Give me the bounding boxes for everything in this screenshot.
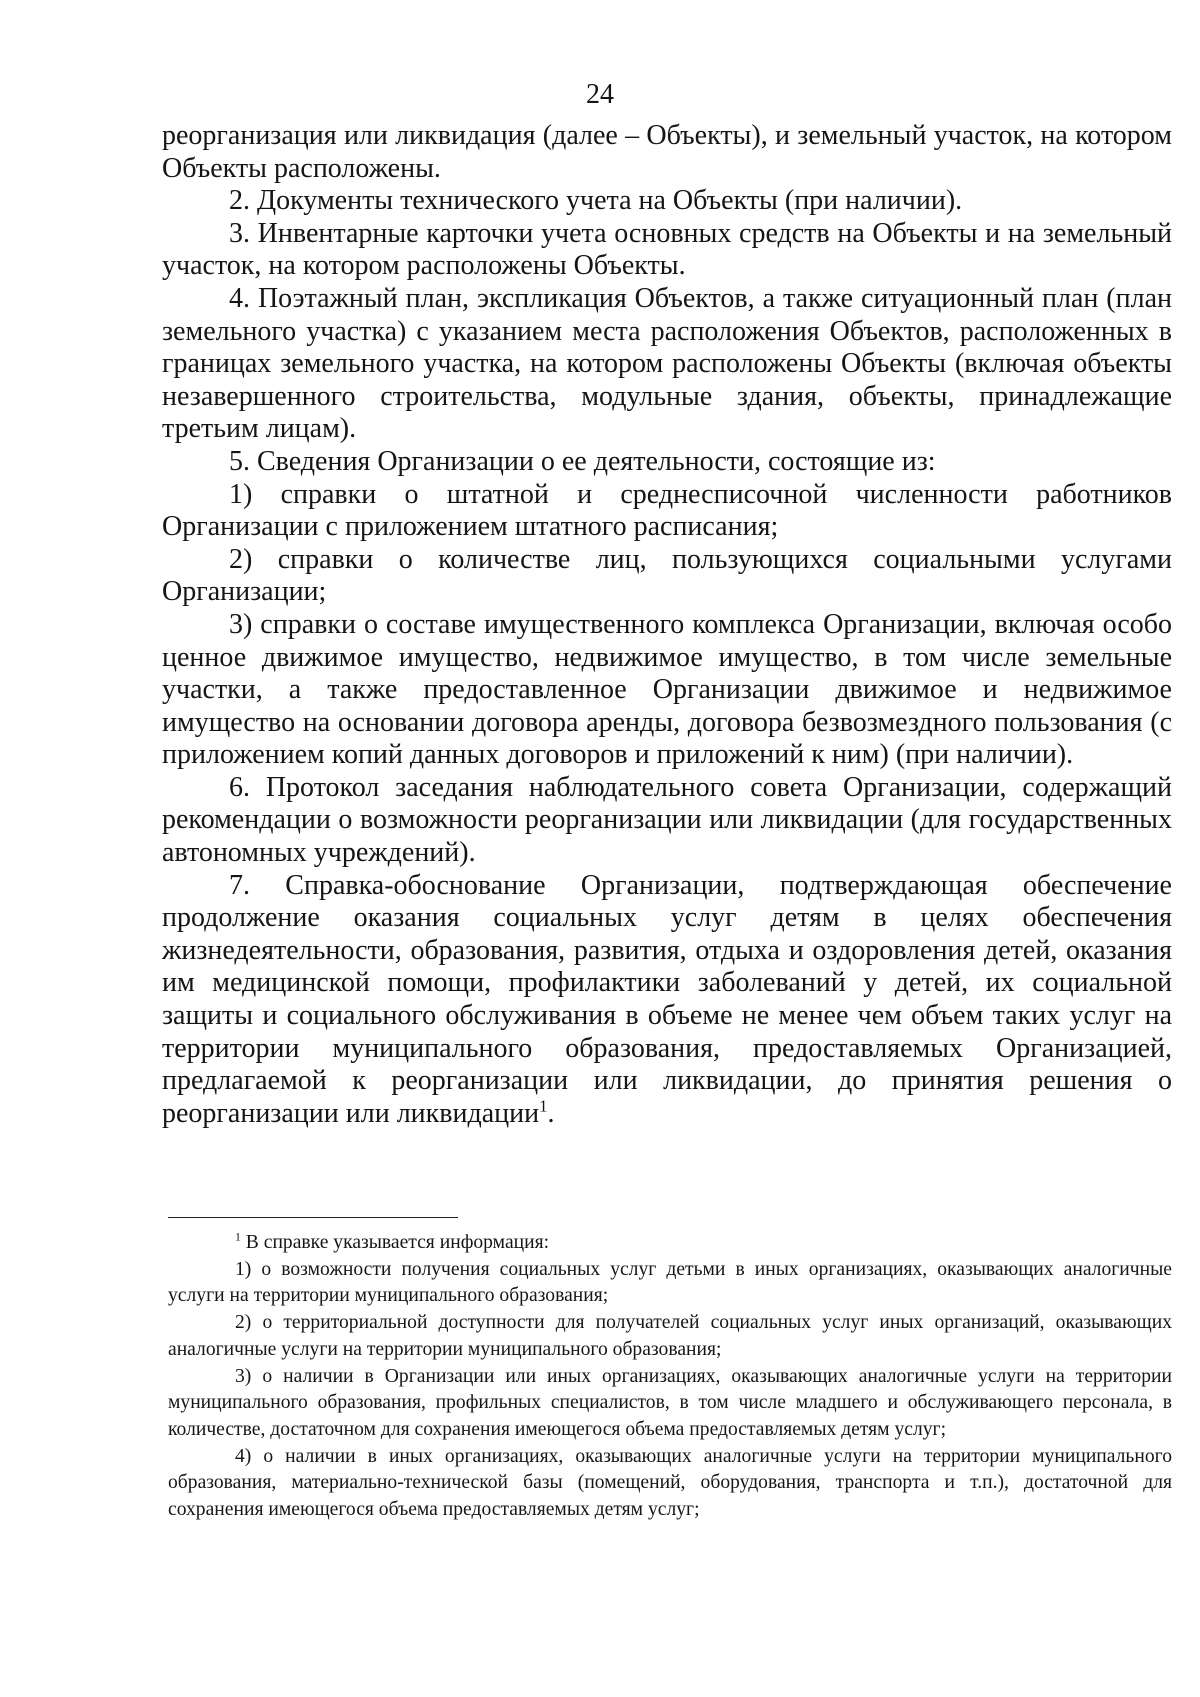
paragraph-item-7-end: . — [547, 1097, 555, 1129]
subparagraph-5-1: 1) справки о штатной и среднесписочной численности работников Организации с приложением штатного расписания; — [162, 478, 1172, 543]
paragraph-item-7 — [162, 870, 1172, 1131]
footnote-item-2: 2) о территориальной доступности для получателей социальных услуг иных организаций, оказывающих аналогичные услуги на территории муниципального образования; — [168, 1312, 1172, 1360]
footnote-separator — [168, 1217, 458, 1218]
paragraph-item-6: 6. Протокол заседания наблюдательного совета Организации, содержащий рекомендации о возможности реорганизации или ликвидации (для государственных автономных учреждений). — [162, 771, 1172, 869]
paragraph-item-5: 5. Сведения Организации о ее деятельности, состоящие из: — [229, 445, 936, 477]
footnote-mark: 1 — [235, 1230, 241, 1244]
footnote-item-4: 4) о наличии в иных организациях, оказывающих аналогичные услуги на территории муниципального образования, материально-технической базы (помещений, оборудования, транспорта и т.п.), достаточной для сохранения имеющегося объема предоставляемых детям услуг; — [168, 1445, 1172, 1521]
page-number: 24 — [586, 79, 614, 110]
footnotes — [168, 1230, 1172, 1524]
subparagraph-5-3: 3) справки о составе имущественного комплекса Организации, включая особо ценное движимое имущество, недвижимое имущество, в том числе земельные участки, а также предоставленное Организации движимое и недвижимое имущество на основании договора аренды, договора безвозмездного пользования (с приложением копий данных договоров и приложений к ним) (при наличии). — [162, 608, 1172, 771]
paragraph-continuation: реорганизация или ликвидация (далее – Объекты), и земельный участок, на котором Объекты расположены. — [162, 120, 1172, 184]
footnote-item-1: 1) о возможности получения социальных услуг детьми в иных организациях, оказывающих аналогичные услуги на территории муниципального образования; — [168, 1258, 1172, 1307]
footnote-intro-text: В справке указывается информация: — [245, 1232, 550, 1253]
footnote-reference: 1 — [539, 1096, 548, 1116]
paragraph-item-7-text: 7. Справка-обоснование Организации, подтверждающая обеспечение продолжение оказания социальных услуг детям в целях обеспечения жизнедеятельности, образования, развития, отдыха и оздоровления детей, оказания им медицинской помощи, профилактики заболеваний у детей, их социальной защиты и социального обслуживания в объеме не менее чем объем таких услуг на территории муниципального образования, предоставляемых Организацией, предлагаемой к реорганизации или ликвидации, до принятия решения о реорганизации или ликвидации — [162, 869, 1172, 1129]
footnote-intro — [168, 1230, 1172, 1257]
paragraph-item-4: 4. Поэтажный план, экспликация Объектов, а также ситуационный план (план земельного участка) с указанием места расположения Объектов, расположенных в границах земельного участка, на котором расположены Объекты (включая объекты незавершенного строительства, модульные здания, объекты, принадлежащие третьим лицам). — [162, 282, 1172, 445]
footnote-item-3: 3) о наличии в Организации или иных организациях, оказывающих аналогичные услуги на территории муниципального образования, профильных специалистов, в том числе младшего и обслуживающего персонала, в количестве, достаточном для сохранения имеющегося объема предоставляемых детям услуг; — [168, 1365, 1172, 1440]
paragraph-item-2: 2. Документы технического учета на Объекты (при наличии). — [229, 185, 963, 217]
paragraph-item-3: 3. Инвентарные карточки учета основных средств на Объекты и на земельный участок, на котором расположены Объекты. — [162, 217, 1172, 282]
subparagraph-5-2: 2) справки о количестве лиц, пользующихся социальными услугами Организации; — [162, 543, 1172, 608]
main-text — [162, 120, 1172, 1130]
